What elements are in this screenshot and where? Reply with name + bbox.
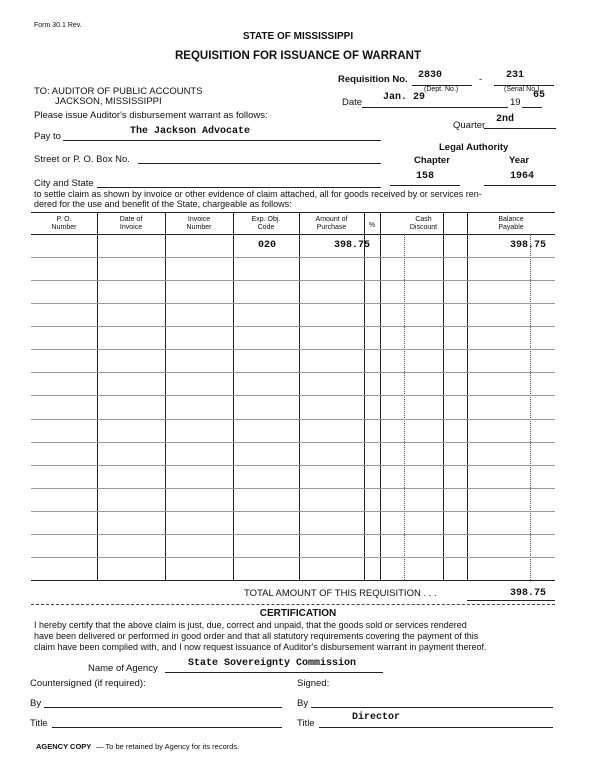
street-label: Street or P. O. Box No. — [34, 154, 130, 165]
table-row — [31, 372, 555, 373]
title-label-right: Title — [297, 718, 315, 729]
total-value[interactable]: 398.75 — [510, 588, 547, 599]
table-row — [31, 488, 555, 489]
total-line — [467, 600, 555, 601]
quarter-line — [484, 128, 556, 129]
table-divider — [97, 212, 98, 580]
col-header-exp-code: Exp. Obj. Code — [251, 216, 281, 231]
please-issue-text: Please issue Auditor's disbursement warrant as follows: — [34, 110, 268, 121]
title-line-right — [319, 727, 553, 728]
dept-no-value[interactable]: 2830 — [418, 70, 443, 81]
table-row — [31, 280, 555, 281]
total-label: TOTAL AMOUNT OF THIS REQUISITION . . . — [244, 588, 437, 599]
chapter-line — [390, 185, 460, 186]
legal-authority-label: Legal Authority — [439, 142, 509, 153]
cert-text-1: I hereby certify that the above claim is just, due, correct and unpaid, that the goods sold or services rendered — [34, 620, 467, 630]
table-top-border — [31, 212, 555, 213]
cert-text-2: have been delivered or performed in good order and that all statutory requirements covering the payment of this — [34, 631, 479, 641]
pay-to-line — [63, 140, 381, 141]
table-divider — [404, 234, 405, 580]
serial-no-value[interactable]: 231 — [506, 70, 525, 81]
countersigned-label: Countersigned (if required): — [30, 678, 146, 689]
row-1-balance[interactable]: 398.75 — [510, 240, 547, 251]
col-header-invoice: Invoice Number — [186, 216, 212, 231]
table-header-border — [31, 234, 555, 235]
agency-line — [165, 672, 383, 673]
table-row — [31, 442, 555, 443]
state-heading: STATE OF MISSISSIPPI — [242, 31, 354, 42]
table-divider — [443, 212, 444, 580]
certification-title: CERTIFICATION — [259, 608, 337, 619]
table-row — [31, 395, 555, 396]
page-title: REQUISITION FOR ISSUANCE OF WARRANT — [175, 50, 421, 62]
legal-year-line — [484, 185, 556, 186]
date-value[interactable]: Jan. 29 — [383, 92, 426, 103]
chapter-label: Chapter — [414, 155, 450, 166]
quarter-label: Quarter — [453, 120, 486, 131]
street-line[interactable] — [138, 163, 381, 164]
city-line[interactable] — [97, 187, 381, 188]
to-line-2: JACKSON, MISSISSIPPI — [55, 96, 162, 107]
table-row — [31, 326, 555, 327]
table-bottom-border — [31, 580, 555, 581]
table-divider — [467, 212, 468, 580]
title-value[interactable]: Director — [352, 712, 401, 723]
by-label-left: By — [30, 698, 42, 709]
agency-label: Name of Agency — [88, 663, 158, 674]
col-header-pct: % — [368, 222, 376, 229]
title-line-left[interactable] — [52, 727, 282, 728]
legal-year-label: Year — [509, 155, 530, 166]
total-separator — [31, 604, 555, 605]
table-row — [31, 534, 555, 535]
form-number: Form 30.1 Rev. — [34, 22, 82, 29]
agency-copy-note: — To be retained by Agency for its records. — [96, 742, 240, 751]
requisition-dash: - — [479, 74, 483, 85]
col-header-cash-discount: Cash Discount — [409, 216, 438, 231]
row-1-amount[interactable]: 398.75 — [334, 240, 371, 251]
table-divider — [299, 212, 300, 580]
table-row — [31, 349, 555, 350]
dept-no-caption: (Dept. No.) — [424, 86, 459, 93]
pay-to-label: Pay to — [34, 131, 61, 142]
date-label: Date — [342, 97, 363, 108]
table-row — [31, 511, 555, 512]
col-header-po: P. O. Number — [51, 216, 77, 231]
table-row — [31, 557, 555, 558]
quarter-value[interactable]: 2nd — [496, 114, 515, 125]
table-row — [31, 465, 555, 466]
by-label-right: By — [297, 698, 309, 709]
row-1-exp-code[interactable]: 020 — [258, 240, 277, 251]
table-row — [31, 419, 555, 420]
year-prefix: 19 — [510, 97, 521, 108]
serial-no-caption: (Serial No.) — [504, 86, 540, 93]
table-divider — [380, 212, 381, 580]
by-line-right[interactable] — [311, 707, 553, 708]
table-row — [31, 257, 555, 258]
agency-copy-label: AGENCY COPY — [36, 742, 92, 751]
to-line-1: TO: AUDITOR OF PUBLIC ACCOUNTS — [34, 86, 203, 97]
cert-text-3: claim have been complied with, and I now request issuance of Auditor's disbursement warrant in payment thereof. — [34, 642, 487, 652]
settle-text-1: to settle claim as shown by invoice or other evidence of claim attached, all for goods received by or services ren- — [34, 189, 482, 199]
table-divider — [364, 212, 365, 580]
col-header-amount: Amount of Purchase — [315, 216, 348, 231]
table-divider — [530, 234, 531, 580]
legal-year-value[interactable]: 1964 — [510, 171, 535, 182]
settle-text-2: dered for the use and benefit of the State, chargeable as follows: — [34, 199, 292, 209]
date-line — [362, 107, 508, 108]
by-line-left[interactable] — [44, 707, 282, 708]
title-label-left: Title — [30, 718, 48, 729]
table-row — [31, 303, 555, 304]
requisition-label: Requisition No. — [338, 74, 408, 85]
signed-label: Signed: — [297, 678, 330, 689]
table-divider — [233, 212, 234, 580]
agency-value[interactable]: State Sovereignty Commission — [188, 658, 357, 669]
table-divider — [165, 212, 166, 580]
year-suffix[interactable]: 65 — [533, 90, 546, 101]
chapter-value[interactable]: 158 — [416, 171, 435, 182]
pay-to-value[interactable]: The Jackson Advocate — [130, 126, 251, 137]
year-line — [522, 107, 542, 108]
city-label: City and State — [34, 178, 94, 189]
col-header-balance: Balance Payable — [498, 216, 524, 231]
col-header-date: Date of Invoice — [119, 216, 143, 231]
